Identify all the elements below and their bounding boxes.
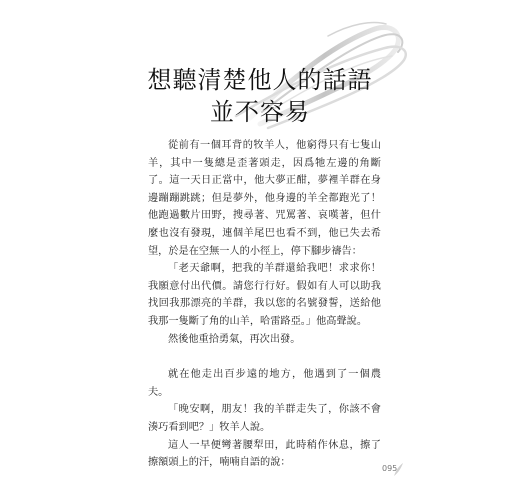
title-line-1: 想聽清楚他人的話語 (147, 66, 373, 94)
title-line-2: 並不容易 (210, 98, 310, 126)
page-number: 095 (382, 464, 398, 473)
paragraph-6: 這人一早便彎著腰犁田，此時稍作休息，擦了擦額頭上的汗，喃喃自語的說： (148, 439, 381, 469)
paragraph-5: 「晚安啊，朋友！我的羊群走失了，你該不會湊巧看到吧？」牧羊人說。 (148, 404, 381, 433)
body-text (148, 137, 381, 472)
page-number-area (374, 462, 404, 478)
paragraph-3: 然後他重拾勇氣，再次出發。 (168, 333, 301, 345)
paragraph-4: 就在他走出百步遠的地方，他遇到了一個農夫。 (148, 369, 381, 398)
paragraph-2: 「老天爺啊，把我的羊群還給我吧！求求你！我願意付出代價。請您行行好。假如有人可以助我找回我那漂亮的羊群，我以您的名號發誓，送給他我那一隻斷了角的山羊，哈雷路亞。」他高聲說。 (148, 263, 381, 327)
chapter-title (0, 64, 520, 128)
paragraph-1: 從前有一個耳背的牧羊人，他窮得只有七隻山羊，其中一隻總是歪著頭走，因爲牠左邊的角斷了。這一天日正當中，他大夢正酣，夢裡羊群在身邊蹦蹦跳跳；但是夢外，他身邊的羊全都跑光了！他跑過數片田野，搜尋著、咒罵著、哀嘆著，但什麼也沒有發現，連個羊尾巴也看不到，他已失去希望，於是在空無一人的小徑上，停下腳步禱告： (148, 140, 381, 257)
